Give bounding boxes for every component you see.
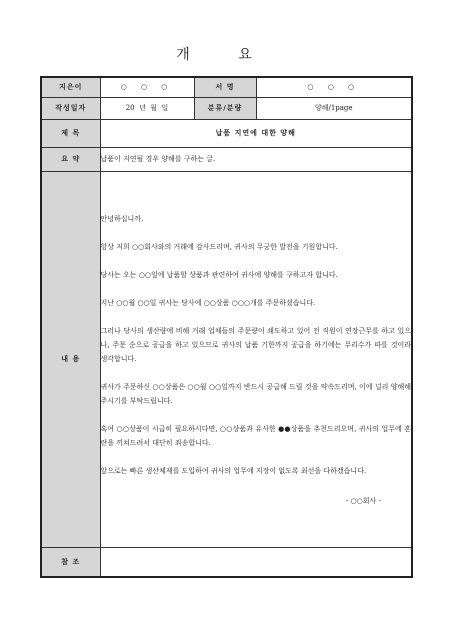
content-paragraph: 혹여 ○○상품이 시급히 필요하시다면, ○○상품과 유사한 ●●상품을 추천드리오며, 귀사의 업무에 혼란을 끼쳐드려서 대단히 죄송합니다. [100,425,411,447]
content-paragraph: 항상 저희 ○○회사와의 거래에 감사드리며, 귀사의 무궁한 발전을 기원합니다. [100,243,338,251]
category-value: 양해/1page [256,97,412,119]
date-row [41,97,412,119]
subject-row [41,119,412,147]
author-label: 지은이 [41,77,100,97]
reference-label: 참 조 [41,547,100,577]
author-value: ○ ○ ○ [100,77,194,97]
content-label: 내 용 [41,171,100,547]
subject-value: 납품 지연에 대한 양해 [100,119,412,147]
summary-value: 납품이 지연될 경우 양해를 구하는 글. [100,147,412,171]
content-paragraph: 귀사가 주문하신 ○○상품은 ○○월 ○○일까지 반드시 공급해 드릴 것을 약속드리며, 이에 널리 양해해 주시기를 부탁드립니다. [100,383,411,405]
content-row [41,171,412,547]
content-body [100,171,412,547]
signature-label: 서 명 [194,77,256,97]
summary-row [41,147,412,171]
reference-row [41,547,412,577]
author-row [41,77,412,97]
signature-value: ○ ○ ○ [256,77,412,97]
page-title: 개 요 [176,47,274,63]
content-paragraph: 그러나 당사의 생산량에 비해 거래 업체들의 주문량이 쇄도하고 있어 전 직원이 연장근무를 하고 있으나, 주문 순으로 공급을 하고 있으므로 귀사의 납품 기한까지 공급을 하기에는 무리수가 따를 것이라 생각합니다. [100,327,411,363]
content-paragraph: 안녕하십니까. [100,215,144,223]
company-signature: - ○○회사 - [345,497,381,505]
category-label: 분류/분량 [194,97,256,119]
subject-label: 제 목 [41,119,100,147]
date-label: 작성일자 [41,97,100,119]
content-paragraph: 당사는 오는 ○○일에 납품할 상품과 관련하여 귀사에 양해를 구하고자 합니다. [100,271,338,279]
document-form [40,76,413,578]
reference-value [100,547,412,577]
date-value: 20 년 월 일 [100,97,194,119]
content-paragraph: 앞으로는 빠른 생산체제를 도입하여 귀사의 업무에 지장이 없도록 최선을 다하겠습니다. [100,467,367,475]
content-paragraph: 지난 ○○월 ○○일 귀사는 당사에 ○○상품 ○○○개를 주문하셨습니다. [100,299,316,307]
summary-label: 요 약 [41,147,100,171]
